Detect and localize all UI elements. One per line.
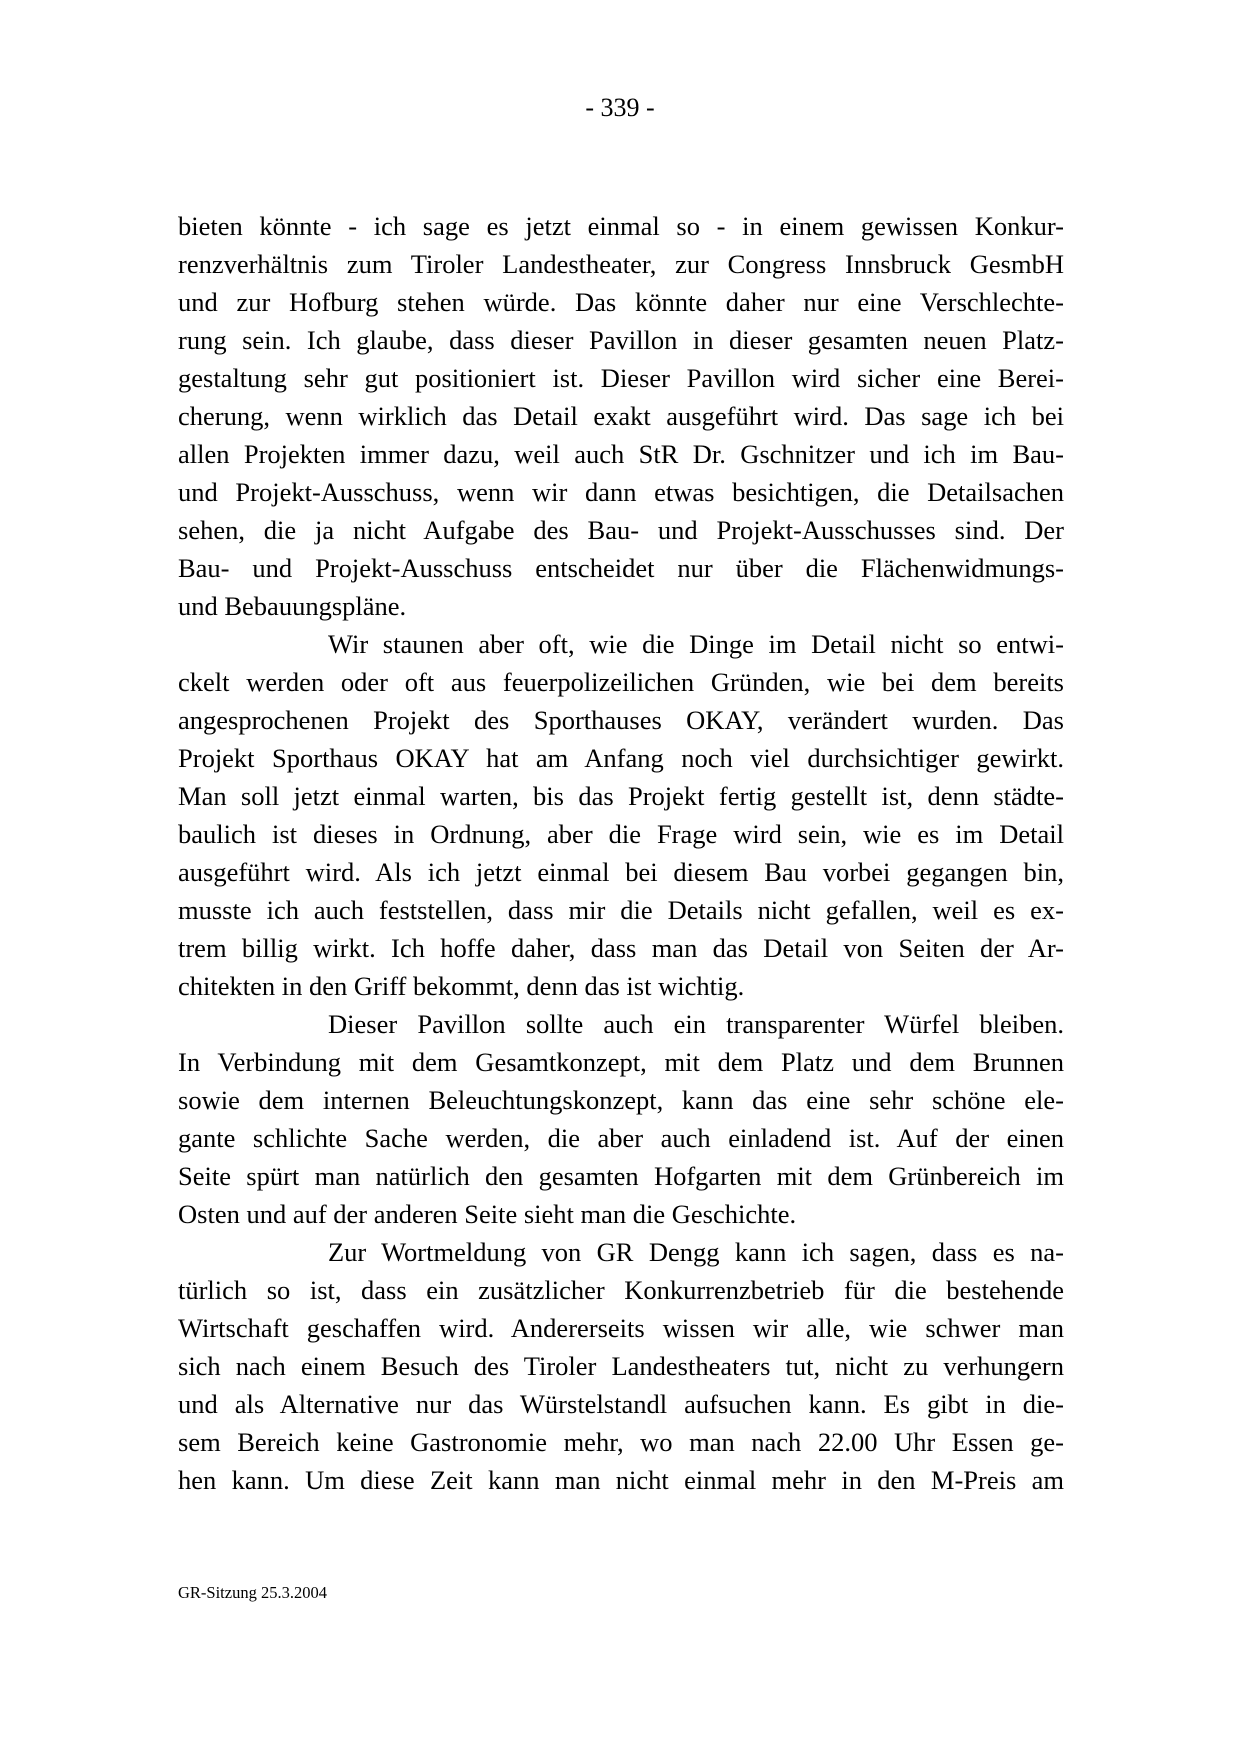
text-line: gante schlichte Sache werden, die aber auch einladend ist. Auf der einen bbox=[178, 1123, 1064, 1153]
text-line: sem Bereich keine Gastronomie mehr, wo man nach 22.00 Uhr Essen ge- bbox=[178, 1427, 1064, 1457]
footer-session-date: GR-Sitzung 25.3.2004 bbox=[178, 1583, 327, 1602]
text-line: Dieser Pavillon sollte auch ein transparenter Würfel bleiben. bbox=[328, 1009, 1064, 1039]
text-line: Osten und auf der anderen Seite sieht man die Geschichte. bbox=[178, 1199, 797, 1229]
text-line: hen kann. Um diese Zeit kann man nicht einmal mehr in den M-Preis am bbox=[178, 1465, 1064, 1495]
text-line: Bau- und Projekt-Ausschuss entscheidet nur über die Flächenwidmungs- bbox=[178, 553, 1064, 583]
text-line: Zur Wortmeldung von GR Dengg kann ich sagen, dass es na- bbox=[328, 1237, 1064, 1267]
text-line: und Bebauungspläne. bbox=[178, 591, 407, 621]
text-line: Wirtschaft geschaffen wird. Andererseits wissen wir alle, wie schwer man bbox=[178, 1313, 1064, 1343]
text-line: sowie dem internen Beleuchtungskonzept, kann das eine sehr schöne ele- bbox=[178, 1085, 1064, 1115]
text-line: türlich so ist, dass ein zusätzlicher Konkurrenzbetrieb für die bestehende bbox=[178, 1275, 1064, 1305]
text-line: bieten könnte - ich sage es jetzt einmal so - in einem gewissen Konkur- bbox=[178, 211, 1064, 241]
text-line: rung sein. Ich glaube, dass dieser Pavillon in dieser gesamten neuen Platz- bbox=[178, 325, 1064, 355]
text-line: musste ich auch feststellen, dass mir die Details nicht gefallen, weil es ex- bbox=[178, 895, 1064, 925]
text-line: und zur Hofburg stehen würde. Das könnte daher nur eine Verschlechte- bbox=[178, 287, 1064, 317]
text-line: und als Alternative nur das Würstelstandl aufsuchen kann. Es gibt in die- bbox=[178, 1389, 1064, 1419]
text-line: In Verbindung mit dem Gesamtkonzept, mit dem Platz und dem Brunnen bbox=[178, 1047, 1064, 1077]
text-line: sehen, die ja nicht Aufgabe des Bau- und Projekt-Ausschusses sind. Der bbox=[178, 515, 1064, 545]
text-line: Seite spürt man natürlich den gesamten Hofgarten mit dem Grünbereich im bbox=[178, 1161, 1064, 1191]
page-number: - 339 - bbox=[585, 93, 655, 122]
text-line: allen Projekten immer dazu, weil auch StR Dr. Gschnitzer und ich im Bau- bbox=[178, 439, 1064, 469]
text-line: ausgeführt wird. Als ich jetzt einmal bei diesem Bau vorbei gegangen bin, bbox=[178, 857, 1064, 887]
text-line: renzverhältnis zum Tiroler Landestheater, zur Congress Innsbruck GesmbH bbox=[178, 249, 1064, 279]
text-line: Man soll jetzt einmal warten, bis das Projekt fertig gestellt ist, denn städte- bbox=[178, 781, 1064, 811]
text-line: trem billig wirkt. Ich hoffe daher, dass man das Detail von Seiten der Ar- bbox=[178, 933, 1064, 963]
text-line: baulich ist dieses in Ordnung, aber die Frage wird sein, wie es im Detail bbox=[178, 819, 1064, 849]
text-line: Projekt Sporthaus OKAY hat am Anfang noch viel durchsichtiger gewirkt. bbox=[178, 743, 1064, 773]
text-line: und Projekt-Ausschuss, wenn wir dann etwas besichtigen, die Detailsachen bbox=[178, 477, 1064, 507]
text-line: ckelt werden oder oft aus feuerpolizeilichen Gründen, wie bei dem bereits bbox=[178, 667, 1064, 697]
text-line: cherung, wenn wirklich das Detail exakt ausgeführt wird. Das sage ich bei bbox=[178, 401, 1064, 431]
text-line: angesprochenen Projekt des Sporthauses OKAY, verändert wurden. Das bbox=[178, 705, 1064, 735]
text-line: gestaltung sehr gut positioniert ist. Dieser Pavillon wird sicher eine Berei- bbox=[178, 363, 1064, 393]
text-line: Wir staunen aber oft, wie die Dinge im Detail nicht so entwi- bbox=[328, 629, 1064, 659]
text-line: sich nach einem Besuch des Tiroler Landestheaters tut, nicht zu verhungern bbox=[178, 1351, 1064, 1381]
text-line: chitekten in den Griff bekommt, denn das ist wichtig. bbox=[178, 971, 745, 1001]
